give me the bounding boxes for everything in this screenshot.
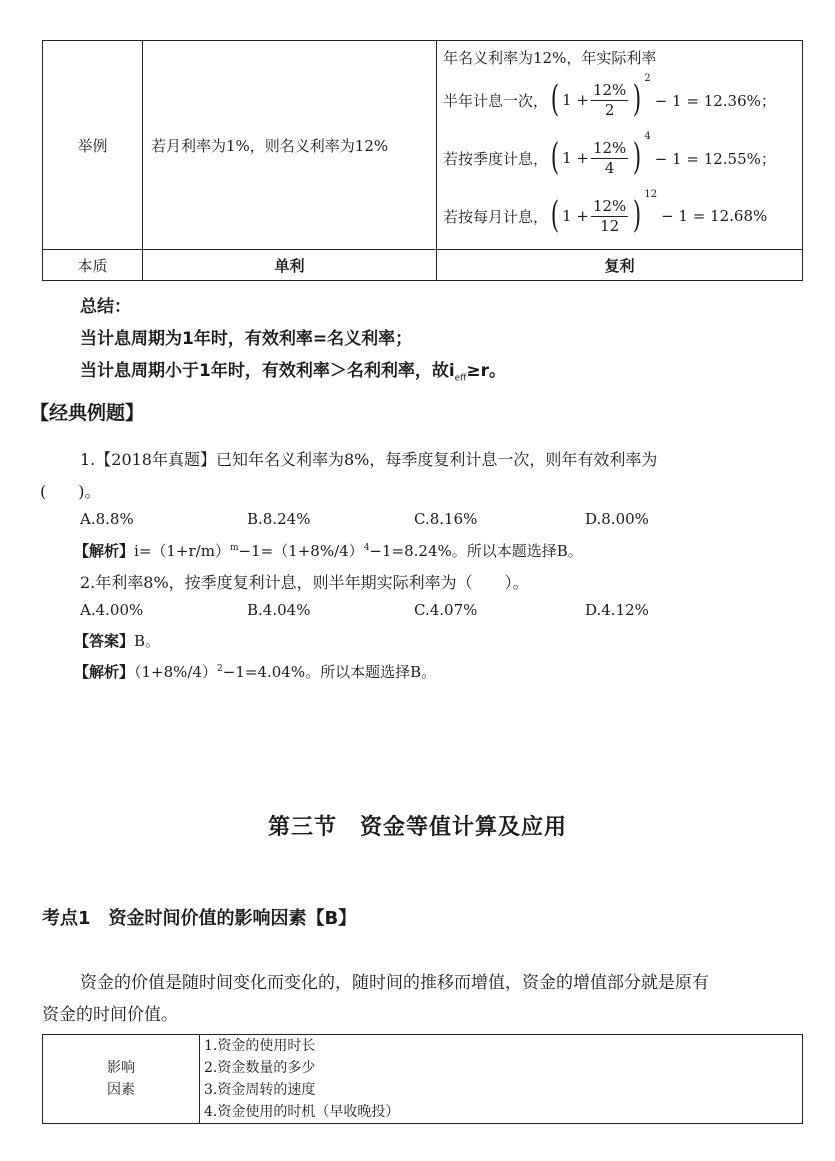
essence-row	[43, 250, 803, 281]
q2-option-d: D.4.12%	[585, 601, 649, 619]
list-item: 2.资金数量的多少	[204, 1060, 316, 1076]
summary-line-2: 当计息周期小于1年时，有效利率＞名利利率，故$i_{eff}\ge r$。	[80, 361, 507, 384]
example-row	[43, 41, 803, 250]
essence-label: 本质	[43, 250, 143, 281]
formula-result: − 1 = 12.68%	[661, 207, 768, 225]
essence-compound: 复利	[437, 250, 803, 281]
example-label: 举例	[43, 41, 143, 250]
list-item: 3.资金周转的速度	[204, 1082, 316, 1098]
q1-option-d: D.8.00%	[585, 510, 649, 528]
q2-explanation: 【解析】$(1+8\%/4)^2-1=4.04\%$。所以本题选择B。	[74, 663, 437, 681]
essence-simple: 单利	[143, 250, 437, 281]
formula-result: − 1 = 12.55%；	[654, 149, 776, 168]
q1-option-c: C.8.16%	[414, 510, 478, 528]
q2-option-a: A.4.00%	[80, 601, 144, 619]
key-point-title: 考点1 资金时间价值的影响因素【B】	[42, 908, 357, 929]
q1-option-b: B.8.24%	[247, 510, 311, 528]
question-1: 1.【2018年真题】已知年名义利率为8%，每季度复利计息一次，则年有效利率为	[80, 450, 658, 469]
formula-line-half-year: 半年计息一次， ( 1 + $\frac{12\%}{2}$ ) 2 − 1 = 12.36%；	[443, 73, 776, 120]
example-compound-cell	[437, 41, 803, 250]
formula-one: 1 +	[562, 149, 589, 167]
q2-option-c: C.4.07%	[414, 601, 478, 619]
list-item: 1.资金的使用时长	[204, 1038, 316, 1054]
formula-line-monthly: 若按每月计息， ( 1 + $\frac{12\%}{12}$ ) 12 − 1 = 12.68%	[443, 189, 768, 236]
q1-explanation: 【解析】$i=(1+r/m)^m-1=(1+8\%/4)^4-1=8.24\%$。所以本题选择B。	[74, 542, 583, 560]
example-head: 年名义利率为12%，年实际利率	[443, 49, 657, 67]
factors-label: 影响 因素	[43, 1035, 200, 1124]
factors-table	[42, 1034, 803, 1124]
q2-option-b: B.4.04%	[247, 601, 311, 619]
paragraph-line-1: 资金的价值是随时间变化而变化的，随时间的推移而增值，资金的增值部分就是原有	[80, 973, 709, 993]
formula-prefix: 若按季度计息，	[443, 149, 549, 168]
formula-exponent: 2	[644, 73, 651, 84]
question-2: 2.年利率8%，按季度复利计息，则半年期实际利率为（ ）。	[80, 573, 529, 592]
summary-line-1: 当计息周期为1年时，有效利率=名义利率；	[80, 329, 413, 349]
formula-fraction: $\frac{12\%}{4}$	[592, 138, 627, 177]
question-1-blank: ( )。	[40, 482, 101, 501]
interest-table	[42, 40, 803, 281]
formula-one: 1 +	[562, 207, 589, 225]
formula-exponent: 12	[644, 189, 658, 200]
example-monthly-rate: 若月利率为1%，则名义利率为12%	[143, 41, 437, 250]
examples-heading: 【经典例题】	[30, 402, 145, 424]
formula-one: 1 +	[562, 91, 589, 109]
formula-exponent: 4	[644, 131, 651, 142]
paragraph-line-2: 资金的时间价值。	[42, 1005, 178, 1025]
formula-prefix: 若按每月计息，	[443, 207, 549, 226]
formula-result: − 1 = 12.36%；	[654, 91, 776, 110]
q2-answer: 【答案】B。	[74, 632, 161, 650]
formula-line-quarterly: 若按季度计息， ( 1 + $\frac{12\%}{4}$ ) 4 − 1 = 12.55%；	[443, 131, 776, 178]
formula-fraction: $\frac{12\%}{12}$	[592, 196, 627, 235]
list-item: 4.资金使用的时机（早收晚投）	[204, 1104, 400, 1120]
q1-option-a: A.8.8%	[80, 510, 134, 528]
summary-title: 总结：	[80, 297, 131, 317]
formula-fraction: $\frac{12\%}{2}$	[592, 80, 627, 119]
chapter-title: 第三节 资金等值计算及应用	[267, 815, 567, 840]
factors-list	[200, 1035, 803, 1124]
formula-prefix: 半年计息一次，	[443, 91, 549, 110]
